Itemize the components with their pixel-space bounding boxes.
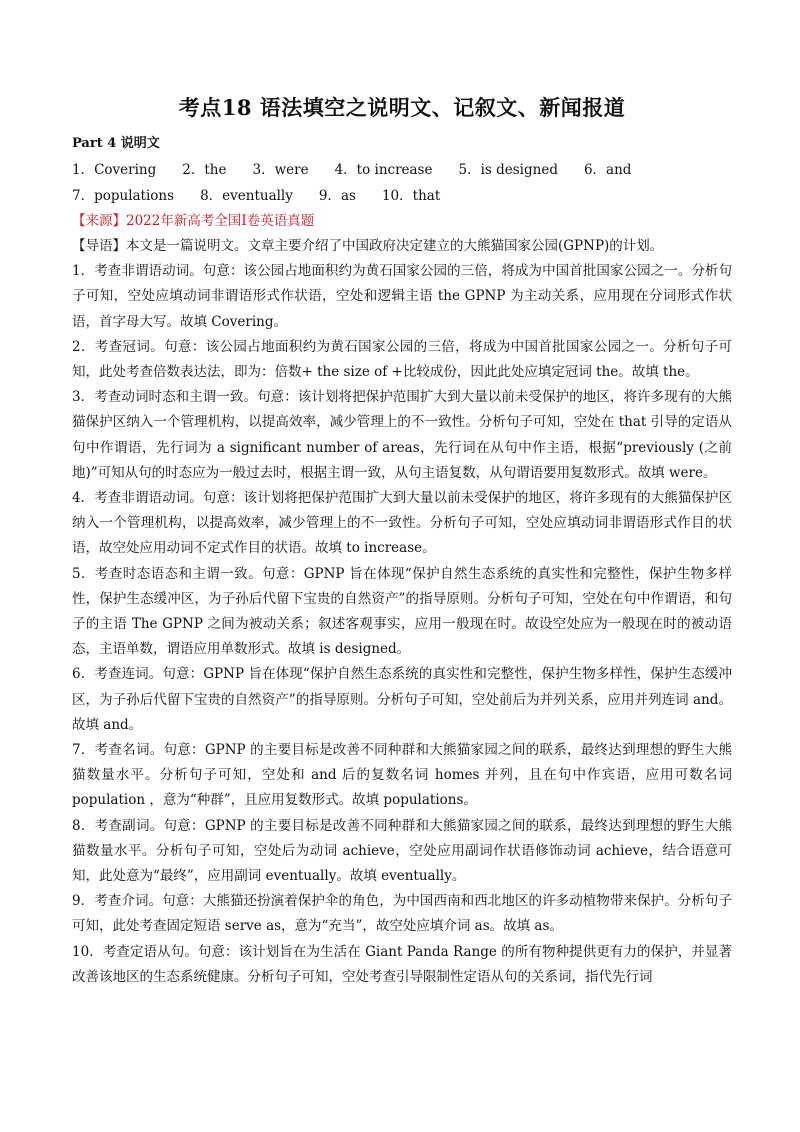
answer-item: 4．to increase: [334, 162, 433, 178]
answer-item: 1．Covering: [72, 162, 157, 178]
explanation-paragraph: 4．考查非谓语动词。句意：该计划将把保护范围扩大到大量以前未受保护的地区，将许多现有的大熊猫保护区纳入一个管理机构，以提高效率，减少管理上的不一致性。分析句子可知，空处应填动词非谓语形式作目的状语，故空处应用动词不定式作目的状语。故填 to increase。: [72, 490, 732, 557]
explanation-paragraph: 3．考查动词时态和主谓一致。句意：该计划将把保护范围扩大到大量以前未受保护的地区，将许多现有的大熊猫保护区纳入一个管理机构，以提高效率，减少管理上的不一致性。分析句子可知，空处在 that 引导的定语从句中作谓语，先行词为 a significant number of areas，先行词在从句中作主语，根据“previously (之前地)”可知从句的时态应为一般过去时，根据主谓一致，从句主语复数，从句谓语要用复数形式。故填 were。: [72, 389, 732, 481]
explanation-paragraph: 7．考查名词。句意：GPNP 的主要目标是改善不同种群和大熊猫家园之间的联系，最终达到理想的野生大熊猫数量水平。分析句子可知，空处和 and 后的复数名词 homes 并列，且在句中作宾语，应用可数名词 population ，意为“种群”，且应用复数形式。故填 populations。: [72, 742, 732, 809]
explanation-paragraph: 8．考查副词。句意：GPNP 的主要目标是改善不同种群和大熊猫家园之间的联系，最终达到理想的野生大熊猫数量水平。分析句子可知，空处后为动词 achieve，空处应用副词作状语修饰动词 achieve，结合语意可知，此处意为“最终”，应用副词 eventually。故填 eventually。: [72, 817, 732, 885]
answer-item: 8．eventually: [200, 188, 293, 204]
answer-key: [72, 157, 732, 209]
answer-item: 2．the: [182, 162, 227, 178]
answer-item: 9．as: [318, 188, 356, 204]
explanation-paragraph: 6．考查连词。句意：GPNP 旨在体现“保护自然生态系统的真实性和完整性，保护生物多样性，保护生态缓冲区，为子孙后代留下宝贵的自然资产”的指导原则。分析句子可知，空处前后为并列关系，应用并列连词 and。故填 and。: [72, 666, 732, 733]
answer-item: 6．and: [583, 162, 632, 178]
explanation-paragraph: 1．考查非谓语动词。句意：该公园占地面积约为黄石国家公园的三倍，将成为中国首批国家公园之一。分析句子可知，空处应填动词非谓语形式作状语，空处和逻辑主语 the GPNP 为主动关系，应用现在分词形式作状语，首字母大写。故填 Covering。: [72, 263, 732, 330]
source-label: 【来源】2022年新高考全国Ⅰ卷英语真题: [72, 213, 315, 229]
explanation-paragraph: 2．考查冠词。句意：该公园占地面积约为黄石国家公园的三倍，将成为中国首批国家公园之一。分析句子可知，此处考查倍数表达法，即为：倍数+ the size of +比较成份，因此此处应填定冠词 the。故填 the。: [72, 338, 732, 381]
answer-item: 3．were: [252, 162, 309, 178]
explanation-paragraph: 5．考查时态语态和主谓一致。句意：GPNP 旨在体现“保护自然生态系统的真实性和完整性，保护生物多样性，保护生态缓冲区，为子孙后代留下宝贵的自然资产”的指导原则。分析句子可知，空处在句中作谓语，和句子的主语 The GPNP 之间为被动关系；叙述客观事实，应用一般现在时。故设空处应为一般现在时的被动语态，主语单数，谓语应用单数形式。故填 is designed。: [72, 565, 732, 658]
explanation-paragraph: 10．考查定语从句。句意：该计划旨在为生活在 Giant Panda Range 的所有物种提供更有力的保护，并显著改善该地区的生态系统健康。分析句子可知，空处考查引导限制性定语从句的关系词，指代先行词: [72, 943, 732, 985]
page-title: 考点18 语法填空之说明文、记叙文、新闻报道: [178, 95, 626, 120]
answer-item: 7．populations: [72, 188, 175, 204]
answer-item: 10．that: [381, 188, 441, 204]
part-heading: Part 4 说明文: [72, 136, 160, 151]
guide-paragraph: 【导语】本文是一篇说明文。文章主要介绍了中国政府决定建立的大熊猫国家公园(GPNP)的计划。: [72, 238, 664, 254]
answer-item: 5．is designed: [458, 162, 558, 178]
explanation-paragraph: 9．考查介词。句意：大熊猫还扮演着保护伞的角色，为中国西南和西北地区的许多动植物带来保护。分析句子可知，此处考查固定短语 serve as，意为“充当”，故空处应填介词 as。故填 as。: [72, 893, 732, 935]
document-page: [72, 92, 732, 990]
